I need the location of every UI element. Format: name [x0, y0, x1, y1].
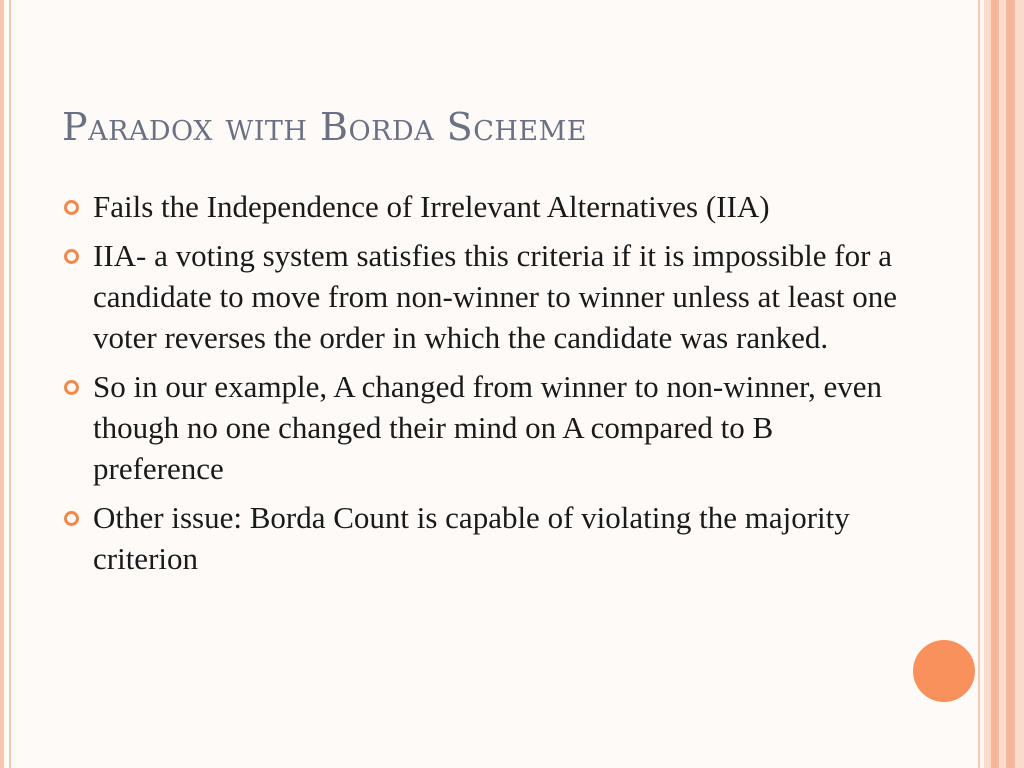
bullet-text: So in our example, A changed from winner to non-winner, even though no one changed their mind on A compared to B preference — [93, 369, 883, 486]
circle-bullet-icon — [64, 511, 79, 526]
right-stripe — [1006, 0, 1015, 768]
bullet-item — [62, 235, 902, 358]
right-stripe — [999, 0, 1006, 768]
slide-title: Paradox with Borda Scheme — [62, 105, 587, 149]
bullet-text: IIA- a voting system satisfies this criteria if it is impossible for a candidate to move from non-winner to winner unless at least one voter reverses the order in which the candidate was ranked. — [93, 238, 898, 355]
right-stripe — [1015, 0, 1024, 768]
bullet-item — [62, 366, 902, 489]
circle-bullet-icon — [64, 200, 79, 215]
right-stripe — [978, 0, 980, 768]
accent-circle — [913, 640, 975, 702]
left-frame-line — [0, 0, 4, 768]
circle-bullet-icon — [64, 249, 79, 264]
bullet-list — [62, 186, 902, 587]
right-stripe — [984, 0, 991, 768]
bullet-text: Other issue: Borda Count is capable of violating the majority criterion — [93, 500, 850, 576]
right-stripe — [991, 0, 999, 768]
left-frame-line-inner — [9, 0, 11, 768]
bullet-text: Fails the Independence of Irrelevant Alternatives (IIA) — [93, 189, 770, 224]
bullet-item — [62, 186, 902, 227]
bullet-item — [62, 497, 902, 579]
circle-bullet-icon — [64, 380, 79, 395]
